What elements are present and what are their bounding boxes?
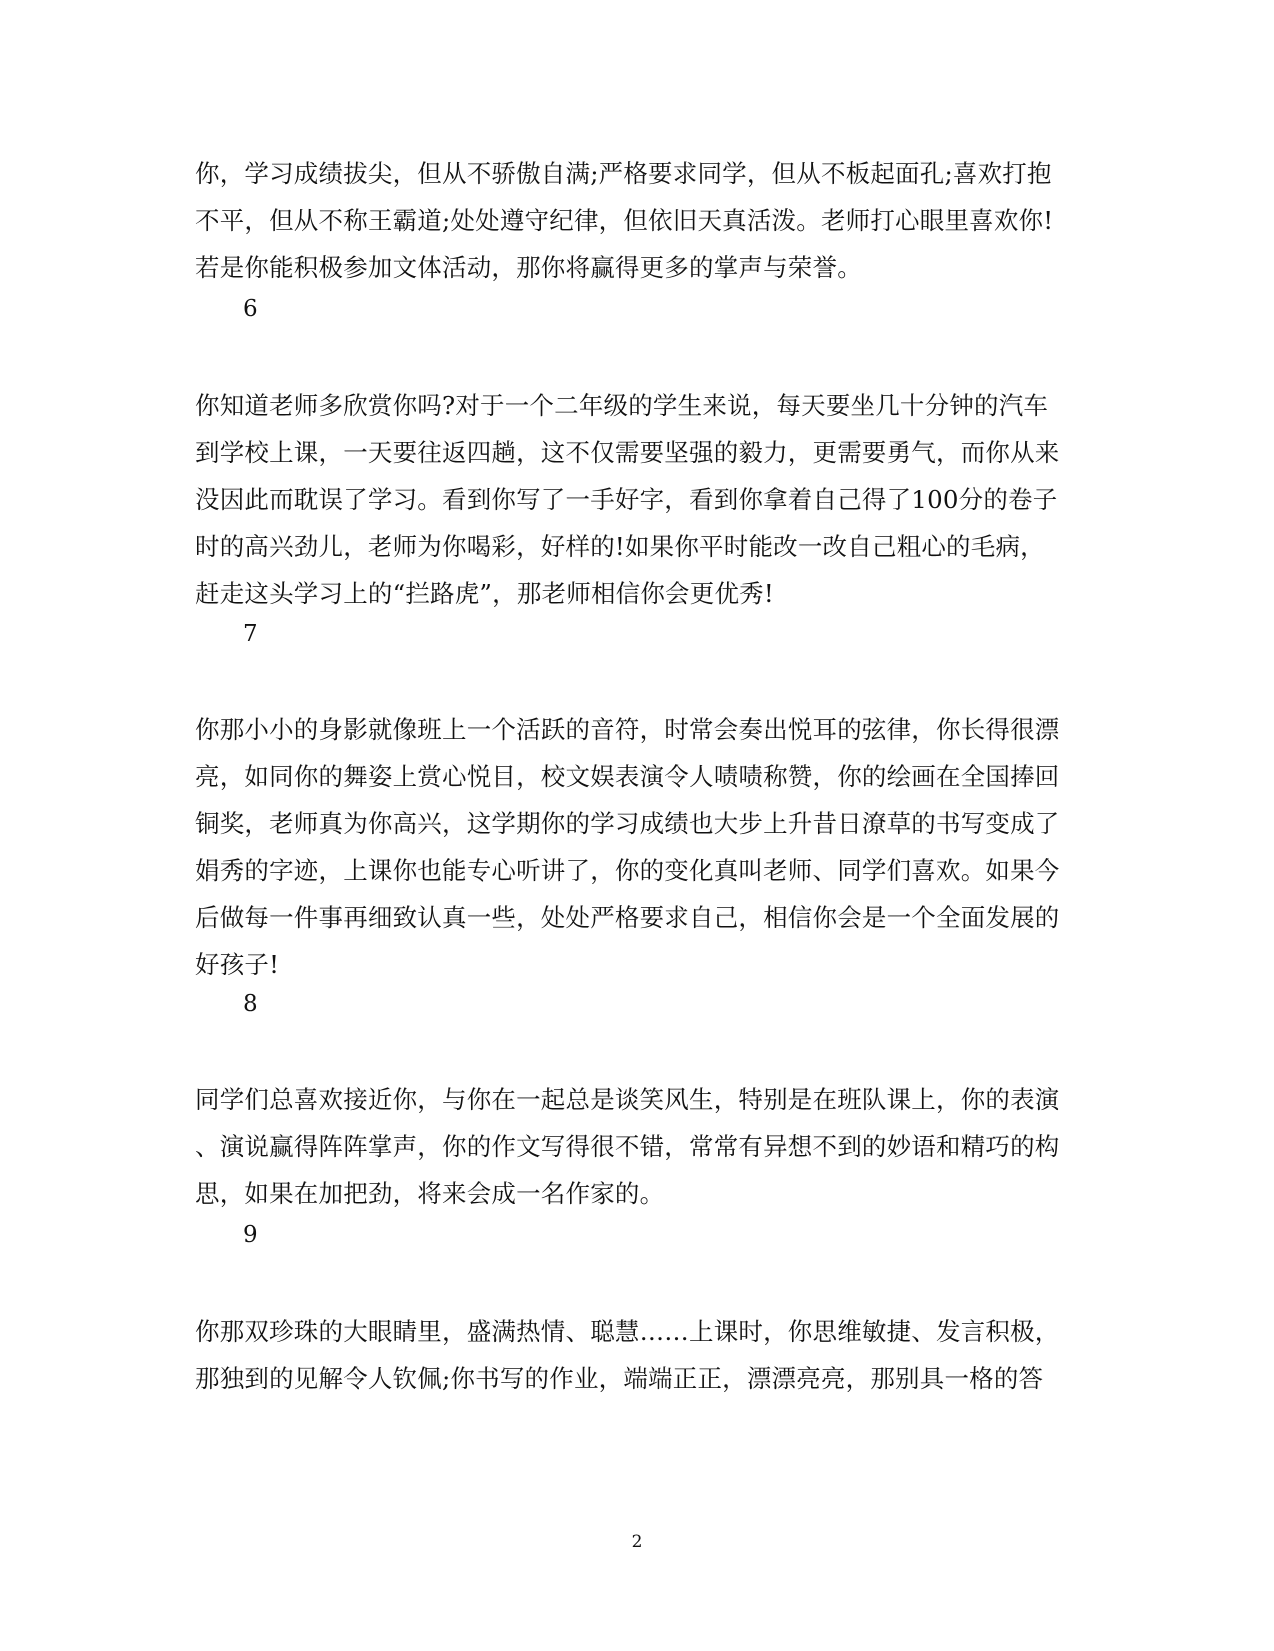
text-line: 后做每一件事再细致认真一些，处处严格要求自己，相信你会是一个全面发展的 <box>195 903 1060 932</box>
text-line: 、演说赢得阵阵掌声，你的作文写得很不错，常常有异想不到的妙语和精巧的构 <box>195 1132 1060 1161</box>
text-line: 你知道老师多欣赏你吗?对于一个二年级的学生来说，每天要坐几十分钟的汽车 <box>195 391 1049 420</box>
text-line: 若是你能积极参加文体活动，那你将赢得更多的掌声与荣誉。 <box>195 253 862 282</box>
text-line: 好孩子! <box>195 950 280 979</box>
paragraph <box>195 1308 1075 1402</box>
paragraph <box>195 706 1075 988</box>
text-line: 没因此而耽误了学习。看到你写了一手好字，看到你拿着自己得了100分的卷子 <box>195 485 1058 514</box>
text-line: 娟秀的字迹，上课你也能专心听讲了，你的变化真叫老师、同学们喜欢。如果今 <box>195 856 1060 885</box>
paragraph <box>195 150 1075 291</box>
text-line: 不平，但从不称王霸道;处处遵守纪律，但依旧天真活泼。老师打心眼里喜欢你! <box>195 206 1054 235</box>
paragraph <box>195 382 1075 617</box>
text-line: 你，学习成绩拔尖，但从不骄傲自满;严格要求同学，但从不板起面孔;喜欢打抱 <box>195 159 1052 188</box>
text-line: 铜奖，老师真为你高兴，这学期你的学习成绩也大步上升昔日潦草的书写变成了 <box>195 809 1060 838</box>
text-line: 那独到的见解令人钦佩;你书写的作业，端端正正，漂漂亮亮，那别具一格的答 <box>195 1364 1044 1393</box>
page-number: 2 <box>631 1532 643 1552</box>
text-line: 赶走这头学习上的“拦路虎”，那老师相信你会更优秀! <box>195 579 774 608</box>
item-number: 7 <box>243 621 258 647</box>
text-line: 亮，如同你的舞姿上赏心悦目，校文娱表演令人啧啧称赞，你的绘画在全国捧回 <box>195 762 1060 791</box>
text-line: 你那双珍珠的大眼睛里，盛满热情、聪慧……上课时，你思维敏捷、发言积极， <box>195 1317 1060 1346</box>
text-line: 时的高兴劲儿，老师为你喝彩，好样的!如果你平时能改一改自己粗心的毛病， <box>195 532 1045 561</box>
text-line: 同学们总喜欢接近你，与你在一起总是谈笑风生，特别是在班队课上，你的表演 <box>195 1085 1060 1114</box>
text-line: 你那小小的身影就像班上一个活跃的音符，时常会奏出悦耳的弦律，你长得很漂 <box>195 715 1060 744</box>
text-line: 思，如果在加把劲，将来会成一名作家的。 <box>195 1179 665 1208</box>
item-number: 8 <box>243 991 258 1017</box>
paragraph <box>195 1076 1075 1217</box>
text-line: 到学校上课，一天要往返四趟，这不仅需要坚强的毅力，更需要勇气，而你从来 <box>195 438 1060 467</box>
item-number: 6 <box>243 296 258 322</box>
item-number: 9 <box>243 1222 258 1248</box>
